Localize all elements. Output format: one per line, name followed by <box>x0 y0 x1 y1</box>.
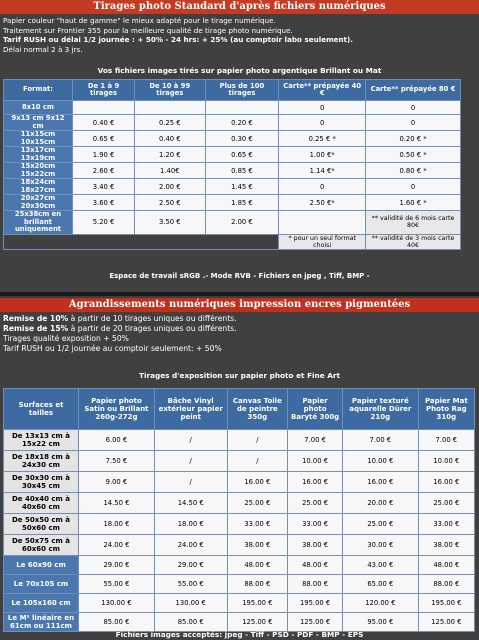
column-header: Papier Mat Photo Rag 310g <box>419 389 474 429</box>
format-cell: 20x27cm 20x30cm <box>4 195 72 210</box>
price-cell <box>206 101 279 114</box>
discount-amount: Remise de 10% <box>3 314 69 323</box>
price-cell: 125.00 € <box>419 613 474 631</box>
price-cell: 55.00 € <box>155 575 227 593</box>
price-cell: 7.50 € <box>79 451 154 471</box>
price-cell: 2.00 € <box>135 179 204 194</box>
price-cell: 25.00 € <box>288 493 342 513</box>
price-cell: 0.25 € * <box>279 131 365 146</box>
price-cell: 2.50 € <box>135 195 204 210</box>
size-cell: Le M² linéaire en 61cm ou 111cm <box>4 613 78 631</box>
column-header: Papier photo Baryté 300g <box>288 389 342 429</box>
price-cell: 0 <box>279 115 365 130</box>
price-cell: 14.50 € <box>155 493 227 513</box>
discount-amount: Remise de 15% <box>3 324 69 333</box>
price-cell: 16.00 € <box>288 472 342 492</box>
size-cell: De 30x30 cm à 30x45 cm <box>4 472 78 492</box>
price-cell: 24.00 € <box>155 535 227 555</box>
price-cell: 0.85 € <box>206 163 279 178</box>
price-cell: 48.00 € <box>228 556 288 574</box>
info-line: Tirages qualité exposition + 50% <box>3 334 129 343</box>
price-cell: 48.00 € <box>288 556 342 574</box>
format-cell: 25x38cm en brillant uniquement <box>4 211 72 234</box>
table-row <box>4 556 474 574</box>
price-cell: 33.00 € <box>228 514 288 534</box>
note-cell: ** validité de 3 mois carte 40€ <box>366 235 460 249</box>
price-cell: 25.00 € <box>228 493 288 513</box>
price-cell: 88.00 € <box>288 575 342 593</box>
column-header: Plus de 100 tirages <box>206 80 279 100</box>
price-cell: 10.00 € <box>288 451 342 471</box>
price-cell: 0.40 € <box>135 131 204 146</box>
table-row <box>4 163 460 178</box>
discount-line <box>3 314 476 324</box>
format-cell: 18x24cm 18x27cm <box>4 179 72 194</box>
format-cell: 13x17cm 13x19cm <box>4 147 72 162</box>
price-cell: 88.00 € <box>228 575 288 593</box>
size-cell: Le 60x90 cm <box>4 556 78 574</box>
table-header-row <box>4 80 460 100</box>
table-row <box>4 575 474 593</box>
price-cell: 2.50 €* <box>279 195 365 210</box>
price-cell: 195.00 € <box>419 594 474 612</box>
price-cell: 88.00 € <box>419 575 474 593</box>
price-cell: 30.00 € <box>343 535 418 555</box>
price-cell: 18.00 € <box>155 514 227 534</box>
price-cell: 0.30 € <box>206 131 279 146</box>
price-cell: 0.65 € <box>73 131 134 146</box>
discount-detail: à partir de 10 tirages uniques ou différents. <box>68 314 237 323</box>
price-cell: 0 <box>279 101 365 114</box>
intro-line: Traitement sur Frontier 355 pour la meilleure qualité de tirage photo numérique. <box>3 25 293 35</box>
price-cell: 0.40 € <box>73 115 134 130</box>
table-row <box>4 535 474 555</box>
price-cell: 48.00 € <box>419 556 474 574</box>
table-row <box>4 147 460 162</box>
fineart-price-table <box>3 388 475 632</box>
enlargements-panel <box>0 298 479 640</box>
table-row <box>4 131 460 146</box>
format-cell: 9x13 cm 9x12 cm <box>4 115 72 130</box>
size-cell: De 13x13 cm à 15x22 cm <box>4 430 78 450</box>
size-cell: Le 105x160 cm <box>4 594 78 612</box>
price-cell: 33.00 € <box>419 514 474 534</box>
price-cell: 1.90 € <box>73 147 134 162</box>
table-subheading: Tirages d'exposition sur papier photo et Fine Art <box>139 371 340 380</box>
price-cell: 16.00 € <box>228 472 288 492</box>
panel-footer: Fichiers images acceptés: jpeg - Tiff - PSD - PDF - BMP - EPS <box>115 630 364 639</box>
price-cell: / <box>155 430 227 450</box>
table-row <box>4 472 474 492</box>
price-cell <box>135 101 204 114</box>
price-cell: 125.00 € <box>228 613 288 631</box>
price-cell: 1.00 €* <box>279 147 365 162</box>
price-cell: / <box>228 451 288 471</box>
table-row <box>4 179 460 194</box>
table-row <box>4 493 474 513</box>
price-cell: 65.00 € <box>343 575 418 593</box>
discount-detail: à partir de 20 tirages uniques ou différents. <box>68 324 237 333</box>
price-cell: / <box>228 430 288 450</box>
format-cell: 11x15cm 10x15cm <box>4 131 72 146</box>
table-row <box>4 514 474 534</box>
price-cell: 0.25 € <box>135 115 204 130</box>
price-cell: 29.00 € <box>155 556 227 574</box>
price-cell: 1.14 €* <box>279 163 365 178</box>
column-header: Bâche Vinyl extérieur papier peint <box>155 389 227 429</box>
price-cell: 0.20 € * <box>366 131 460 146</box>
price-cell: 95.00 € <box>343 613 418 631</box>
intro-line: Délai normal 2 à 3 jrs. <box>3 44 83 54</box>
column-header: Canvas Toile de peintre 350g <box>228 389 288 429</box>
price-cell: 10.00 € <box>343 451 418 471</box>
price-cell: 0 <box>279 179 365 194</box>
intro-line: Tarif RUSH ou délai 1/2 journée : + 50% - 24 hrs: + 25% (au comptoir labo seulement). <box>3 35 353 44</box>
format-cell: 8x10 cm <box>4 101 72 114</box>
intro-line: Papier couleur "haut de gamme" le mieux adapté pour le tirage numérique. <box>3 16 276 25</box>
price-cell: 0 <box>366 115 460 130</box>
price-cell: 16.00 € <box>343 472 418 492</box>
price-cell: 25.00 € <box>419 493 474 513</box>
price-cell: 130.00 € <box>79 594 154 612</box>
price-cell: 7.00 € <box>419 430 474 450</box>
table-row <box>4 211 460 234</box>
price-cell: 120.00 € <box>343 594 418 612</box>
price-cell: 0.80 € * <box>366 163 460 178</box>
price-cell: 0.50 € * <box>366 147 460 162</box>
table-row <box>4 195 460 210</box>
column-header: De 10 à 99 tirages <box>135 80 204 100</box>
column-header: Papier photo Satin ou Brillant 260g-272g <box>79 389 154 429</box>
price-cell: 1.60 € * <box>366 195 460 210</box>
table-header-row <box>4 389 474 429</box>
price-cell: 38.00 € <box>288 535 342 555</box>
price-cell: 16.00 € <box>419 472 474 492</box>
price-cell: 18.00 € <box>79 514 154 534</box>
price-cell: 29.00 € <box>79 556 154 574</box>
discount-text <box>0 312 479 354</box>
price-cell <box>279 211 365 234</box>
price-cell: 85.00 € <box>155 613 227 631</box>
panel-title: Tirages photo Standard d'après fichiers numériques <box>0 0 479 14</box>
table-row <box>4 115 460 130</box>
size-cell: De 40x40 cm à 40x60 cm <box>4 493 78 513</box>
price-cell: 195.00 € <box>288 594 342 612</box>
size-cell: Le 70x105 cm <box>4 575 78 593</box>
price-cell: 55.00 € <box>79 575 154 593</box>
price-cell: 1.40€ <box>135 163 204 178</box>
info-line: Tarif RUSH ou 1/2 journée au comptoir seulement: + 50% <box>3 344 222 353</box>
price-cell: 0.20 € <box>206 115 279 130</box>
note-cell: * pour un seul format choisi <box>279 235 365 249</box>
table-row <box>4 594 474 612</box>
price-cell: 38.00 € <box>419 535 474 555</box>
price-cell: 85.00 € <box>79 613 154 631</box>
price-cell: 20.00 € <box>343 493 418 513</box>
column-header: Carte** prépayée 80 € <box>366 80 460 100</box>
price-cell: 7.00 € <box>343 430 418 450</box>
price-cell: 3.50 € <box>135 211 204 234</box>
table-subheading: Vos fichiers images tirés sur papier photo argentique Brillant ou Mat <box>97 66 382 75</box>
price-cell: 3.60 € <box>73 195 134 210</box>
price-cell: 6.00 € <box>79 430 154 450</box>
price-cell: 5.20 € <box>73 211 134 234</box>
table-row <box>4 613 474 631</box>
price-cell: 38.00 € <box>228 535 288 555</box>
price-cell: 0 <box>366 101 460 114</box>
price-cell: 130.00 € <box>155 594 227 612</box>
price-cell <box>73 101 134 114</box>
discount-line <box>3 324 476 334</box>
column-header: Carte** prépayée 40 € <box>279 80 365 100</box>
panel-footer: Espace de travail sRGB .- Mode RVB - Fichiers en jpeg , Tiff, BMP - <box>109 272 370 280</box>
price-cell: 1.45 € <box>206 179 279 194</box>
price-cell: 125.00 € <box>288 613 342 631</box>
price-cell: 1.20 € <box>135 147 204 162</box>
standard-price-table <box>3 79 461 250</box>
price-cell: 2.60 € <box>73 163 134 178</box>
table-row <box>4 451 474 471</box>
price-cell: 3.40 € <box>73 179 134 194</box>
table-row <box>4 101 460 114</box>
format-cell: 15x20cm 15x22cm <box>4 163 72 178</box>
price-cell: ** validité de 6 mois carte 80€ <box>366 211 460 234</box>
size-cell: De 18x18 cm à 24x30 cm <box>4 451 78 471</box>
column-header: Format: <box>4 80 72 100</box>
column-header: Surfaces et tailles <box>4 389 78 429</box>
price-cell: 0 <box>366 179 460 194</box>
table-row <box>4 430 474 450</box>
price-cell: 9.00 € <box>79 472 154 492</box>
price-cell: 24.00 € <box>79 535 154 555</box>
column-header: Papier texturé aquarelle Dürer 210g <box>343 389 418 429</box>
size-cell: De 50x50 cm à 50x60 cm <box>4 514 78 534</box>
price-cell: 0.65 € <box>206 147 279 162</box>
price-cell: 25.00 € <box>343 514 418 534</box>
standard-prints-panel <box>0 0 479 296</box>
price-cell: 33.00 € <box>288 514 342 534</box>
price-cell: 7.00 € <box>288 430 342 450</box>
panel-title: Agrandissements numériques impression encres pigmentées <box>0 298 479 312</box>
price-cell: 2.00 € <box>206 211 279 234</box>
column-header: De 1 à 9 tirages <box>73 80 134 100</box>
price-cell: 43.00 € <box>343 556 418 574</box>
price-cell: 1.85 € <box>206 195 279 210</box>
intro-text <box>0 14 479 54</box>
price-cell: / <box>155 472 227 492</box>
spacer-cell <box>4 235 278 249</box>
price-cell: 14.50 € <box>79 493 154 513</box>
price-cell: 10.00 € <box>419 451 474 471</box>
price-cell: / <box>155 451 227 471</box>
size-cell: De 50x75 cm à 60x60 cm <box>4 535 78 555</box>
table-row <box>4 235 460 249</box>
price-cell: 195.00 € <box>228 594 288 612</box>
